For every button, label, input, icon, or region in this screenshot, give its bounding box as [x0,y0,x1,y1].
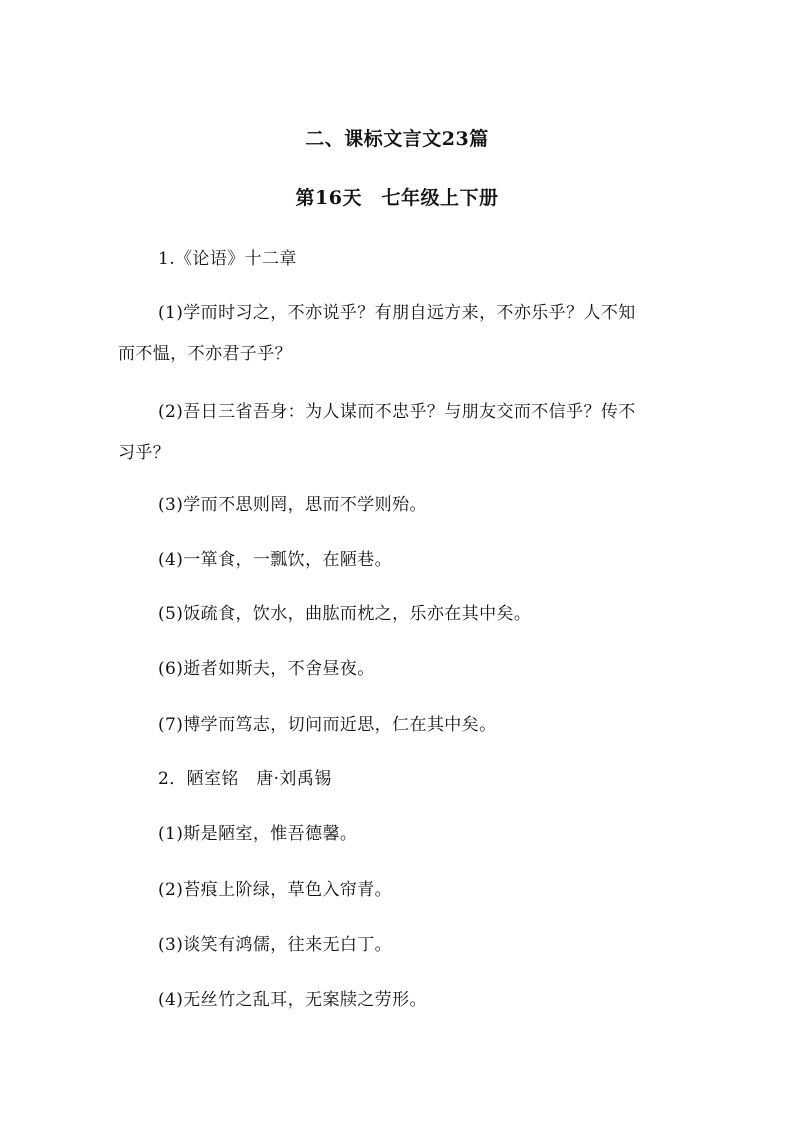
lunyu-line-7: (7)博学而笃志，切问而近思，仁在其中矣。 [158,715,497,735]
loushiming-line-2: (2)苔痕上阶绿，草色入帘青。 [158,880,393,900]
loushiming-line-4: (4)无丝竹之乱耳，无案牍之劳形。 [158,990,427,1010]
section-title: 二、课标文言文23篇 [305,128,489,150]
lunyu-line-2b: 习乎？ [118,443,171,463]
piece-heading-lunyu: 1.《论语》十二章 [158,249,297,269]
lunyu-line-4: (4)一箪食，一瓢饮，在陋巷。 [158,550,393,570]
day-title: 第16天 七年级上下册 [295,187,499,209]
lunyu-line-3: (3)学而不思则罔，思而不学则殆。 [158,495,427,515]
loushiming-line-1: (1)斯是陋室，惟吾德馨。 [158,824,358,844]
lunyu-line-1a: (1)学而时习之，不亦说乎？有朋自远方来，不亦乐乎？人不知 [158,303,636,323]
piece-heading-loushiming: 2．陋室铭 唐·刘禹锡 [158,769,332,789]
loushiming-line-3: (3)谈笑有鸿儒，往来无白丁。 [158,935,393,955]
lunyu-line-6: (6)逝者如斯夫，不舍昼夜。 [158,659,375,679]
lunyu-line-5: (5)饭疏食，饮水，曲肱而枕之，乐亦在其中矣。 [158,604,532,624]
lunyu-line-1b: 而不愠，不亦君子乎？ [118,344,292,364]
lunyu-line-2a: (2)吾日三省吾身：为人谋而不忠乎？与朋友交而不信乎？传不 [158,402,636,422]
